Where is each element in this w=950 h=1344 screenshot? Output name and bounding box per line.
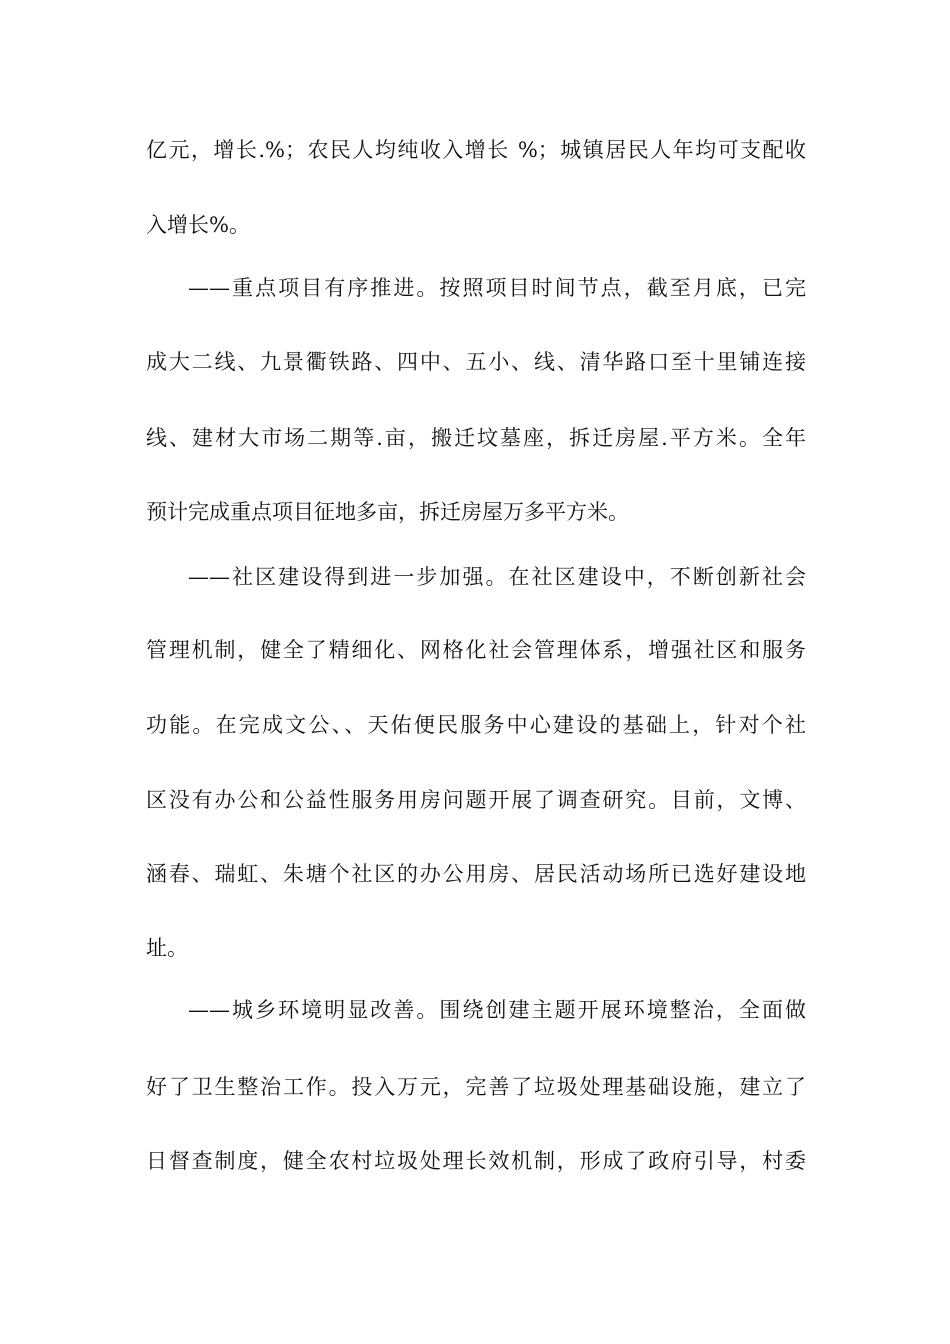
paragraph-heading-line: ——社区建设得到进一步加强。在社区建设中，不断创新社会: [188, 565, 806, 589]
text-line: 线、建材大市场二期等.亩，搬迁坟墓座，拆迁房屋.平方米。全年: [146, 426, 806, 450]
text-line: 日督查制度，健全农村垃圾处理长效机制，形成了政府引导，村委: [146, 1149, 806, 1173]
text-line: 管理机制，健全了精细化、网格化社会管理体系，增强社区和服务: [146, 638, 806, 662]
text-line: 功能。在完成文公、、天佑便民服务中心建设的基础上，针对个社: [146, 713, 806, 737]
text-line: 涵春、瑞虹、朱塘个社区的办公用房、居民活动场所已选好建设地: [146, 862, 806, 886]
text-line: 区没有办公和公益性服务用房问题开展了调查研究。目前，文博、: [146, 788, 806, 812]
paragraph-heading-line: ——重点项目有序推进。按照项目时间节点，截至月底，已完: [188, 276, 806, 300]
paragraph-heading-line: ——城乡环境明显改善。围绕创建主题开展环境整治，全面做: [188, 998, 806, 1022]
text-line: 预计完成重点项目征地多亩，拆迁房屋万多平方米。: [146, 500, 629, 524]
text-line: 亿元，增长.%；农民人均纯收入增长 %；城镇居民人年均可支配收: [146, 138, 806, 162]
text-line: 成大二线、九景衢铁路、四中、五小、线、清华路口至十里铺连接: [146, 350, 806, 374]
text-line: 好了卫生整治工作。投入万元，完善了垃圾处理基础设施，建立了: [146, 1075, 806, 1099]
text-line: 入增长%。: [146, 213, 250, 237]
text-line: 址。: [146, 936, 188, 960]
